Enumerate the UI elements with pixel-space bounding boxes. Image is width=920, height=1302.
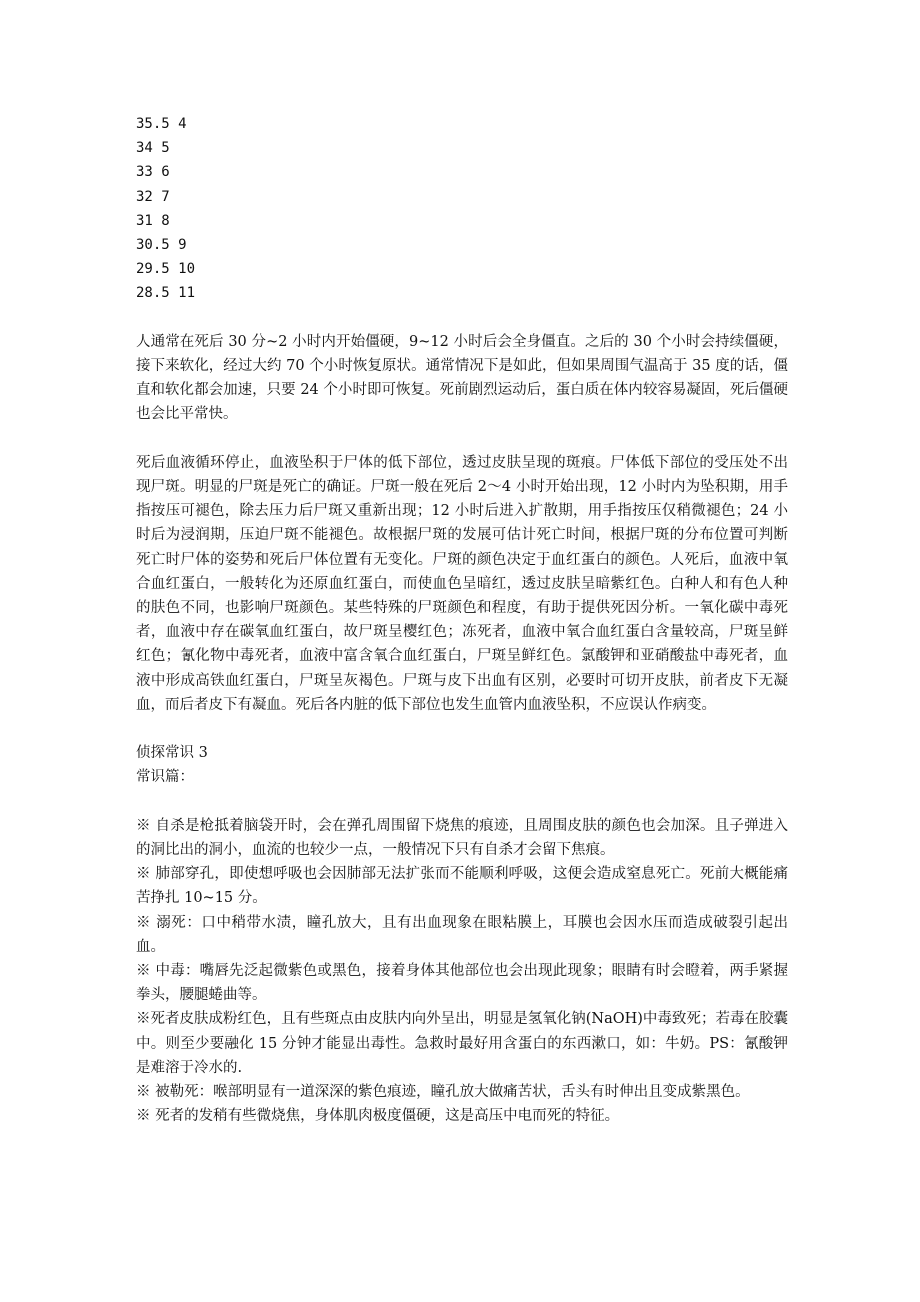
table-row: 33 6 [136, 164, 170, 181]
list-item: ※ 肺部穿孔，即使想呼吸也会因肺部无法扩张而不能顺利呼吸，这便会造成窒息死亡。死前大概能痛苦挣扎 10~15 分。 [136, 866, 788, 907]
table-row: 35.5 4 [136, 116, 187, 132]
section-title: 侦探常识 3 [136, 745, 208, 762]
table-row: 32 7 [136, 188, 170, 205]
table-row: 28.5 11 [136, 285, 196, 302]
paragraph-livor-mortis: 死后血液循环停止，血液坠积于尸体的低下部位，透过皮肤呈现的斑痕。尸体低下部位的受压处不出现尸斑。明显的尸斑是死亡的确证。尸斑一般在死后 2～4 小时开始出现，12 小时内为坠积期，用手指按压可褪色，除去压力后尸斑又重新出现；12 小时后进入扩散期，用手指按压仅稍微褪色；24 小时后为浸润期，压迫尸斑不能褪色。故根据尸斑的发展可估计死亡时间，根据尸斑的分布位置可判断死亡时尸体的姿势和死后尸体位置有无变化。尸斑的颜色决定于血红蛋白的颜色。人死后，血液中氧合血红蛋白，一般转化为还原血红蛋白，而使血色呈暗红，透过皮肤呈暗紫红色。白种人和有色人种的肤色不同，也影响尸斑颜色。某些特殊的尸斑颜色和程度，有助于提供死因分析。一氧化碳中毒死者，血液中存在碳氧血红蛋白，故尸斑呈樱红色；冻死者，血液中氧合血红蛋白含量较高，尸斑呈鲜红色；氰化物中毒死者，血液中富含氧合血红蛋白，尸斑呈鲜红色。氯酸钾和亚硝酸盐中毒死者，血液中形成高铁血红蛋白，尸斑呈灰褐色。尸斑与皮下出血有区别，必要时可切开皮肤，前者皮下无凝血，而后者皮下有凝血。死后各内脏的低下部位也发生血管内血液坠积，不应误认作病变。 [136, 454, 788, 713]
section-subtitle: 常识篇： [136, 769, 194, 786]
list-item: ※ 溺死：口中稍带水渍，瞳孔放大，且有出血现象在眼粘膜上，耳膜也会因水压而造成破裂引起出血。 [136, 914, 788, 955]
table-row: 31 8 [136, 212, 170, 229]
spacer [136, 717, 788, 741]
notes-list [136, 814, 788, 1129]
temperature-table [136, 112, 788, 306]
table-row: 34 5 [136, 140, 170, 157]
spacer [136, 427, 788, 451]
list-item: ※ 被勒死：喉部明显有一道深深的紫色痕迹，瞳孔放大做痛苦状，舌头有时伸出且变成紫黑色。 [136, 1084, 750, 1101]
list-item: ※ 自杀是枪抵着脑袋开时，会在弹孔周围留下烧焦的痕迹，且周围皮肤的颜色也会加深。且子弹进入的洞比出的洞小，血流的也较少一点，一般情况下只有自杀才会留下焦痕。 [136, 817, 788, 859]
paragraph-rigor-mortis: 人通常在死后 30 分~2 小时内开始僵硬，9~12 小时后会全身僵直。之后的 30 个小时会持续僵硬，接下来软化，经过大约 70 个小时恢复原状。通常情况下是如此，但如果周围气温高于 35 度的话，僵直和软化都会加速，只要 24 个小时即可恢复。死前剧烈运动后，蛋白质在体内较容易凝固，死后僵硬也会比平常快。 [136, 333, 788, 423]
table-row: 30.5 9 [136, 237, 187, 254]
list-item: ※死者皮肤成粉红色，且有些斑点由皮肤内向外呈出，明显是氢氧化钠(NaOH)中毒致死；若毒在胶囊中。则至少要融化 15 分钟才能显出毒性。急救时最好用含蛋白的东西漱口，如：牛奶。PS：氰酸钾是难溶于冷水的. [136, 1011, 788, 1076]
document-page [136, 112, 788, 1128]
list-item: ※ 中毒：嘴唇先泛起微紫色或黑色，接着身体其他部位也会出现此现象；眼睛有时会瞪着，两手紧握拳头，腰腿蜷曲等。 [136, 963, 788, 1004]
spacer [136, 790, 788, 814]
spacer [136, 306, 788, 330]
table-row: 29.5 10 [136, 261, 196, 278]
list-item: ※ 死者的发稍有些微烧焦，身体肌肉极度僵硬，这是高压中电而死的特征。 [136, 1108, 620, 1125]
